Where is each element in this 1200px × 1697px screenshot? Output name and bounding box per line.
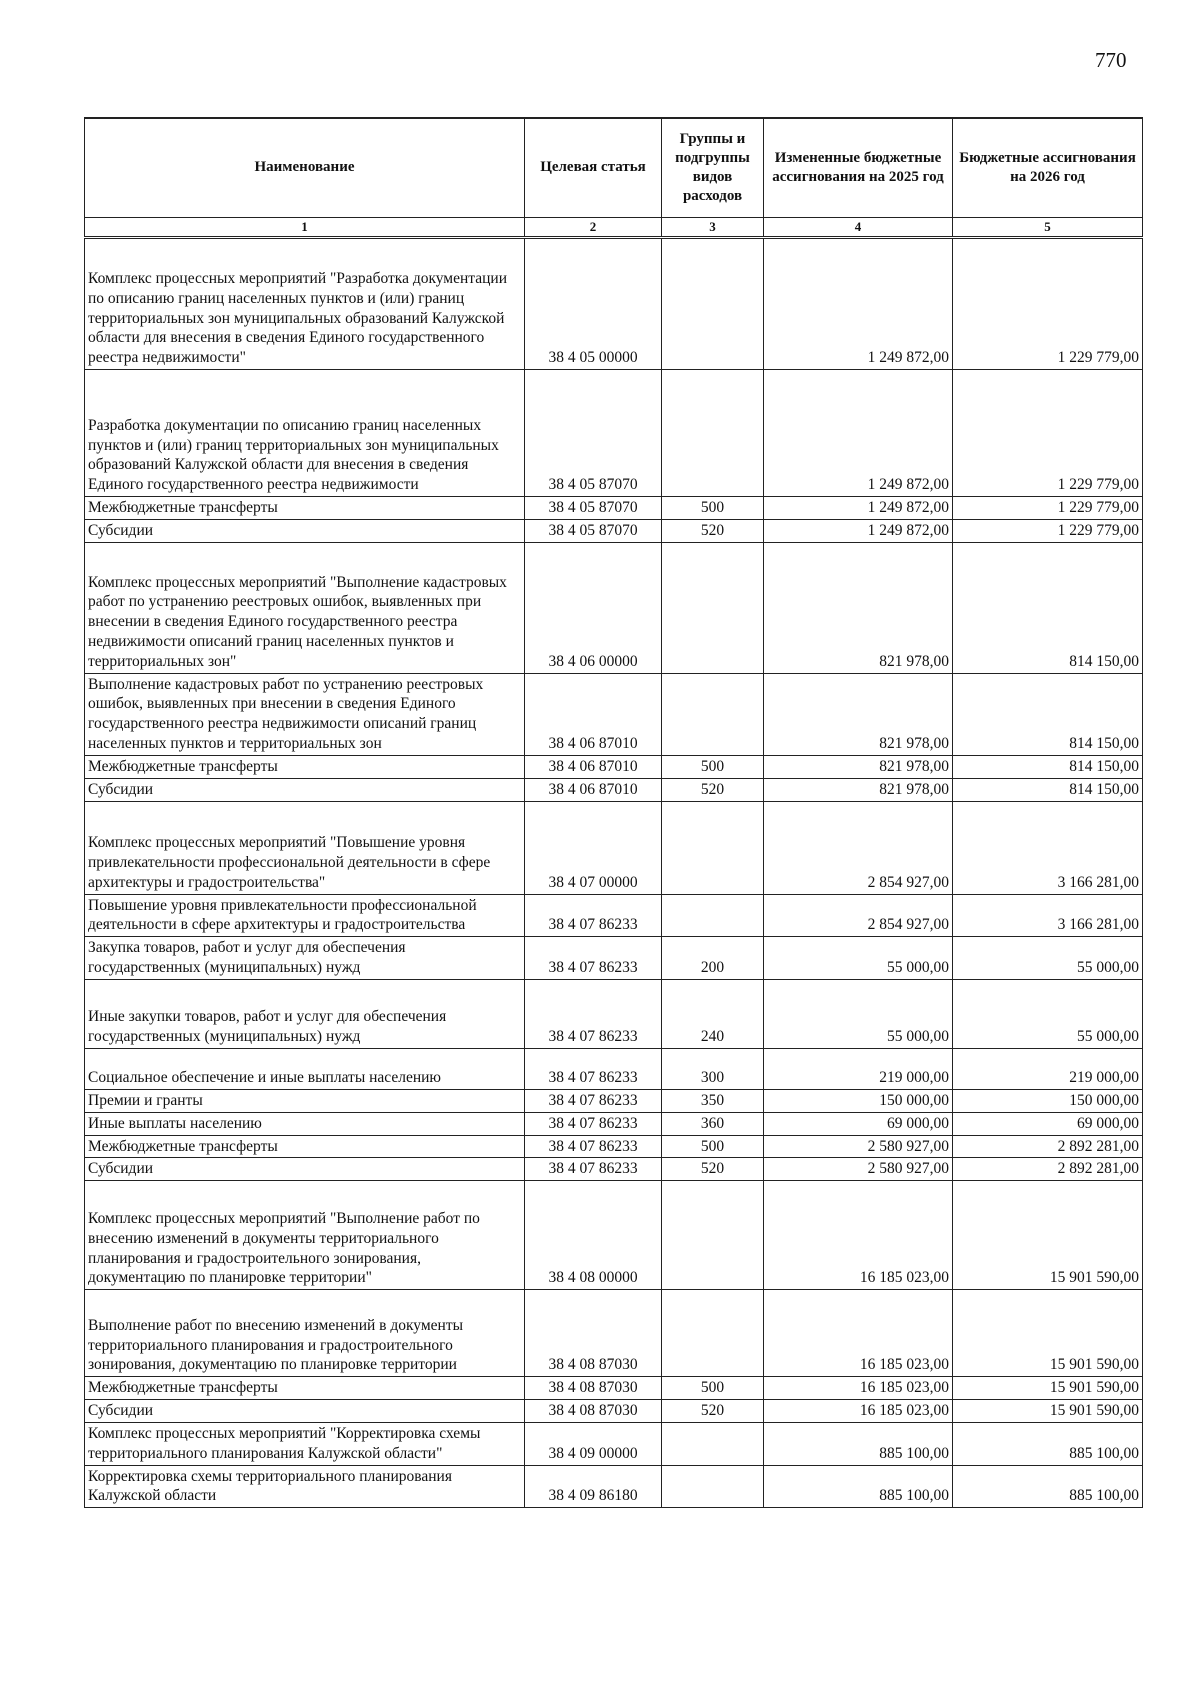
table-row (85, 1400, 1143, 1423)
row-code: 38 4 08 87030 (525, 1400, 662, 1423)
row-group: 500 (662, 497, 764, 520)
row-group: 500 (662, 1377, 764, 1400)
row-name: Межбюджетные трансферты (85, 1377, 525, 1400)
row-amount-2025: 16 185 023,00 (764, 1181, 953, 1290)
table-row (85, 1135, 1143, 1158)
row-group: 520 (662, 1400, 764, 1423)
table-row (85, 755, 1143, 778)
table-row (85, 894, 1143, 937)
table-row (85, 1158, 1143, 1181)
row-code: 38 4 07 86233 (525, 937, 662, 980)
table-row (85, 497, 1143, 520)
col-number-2: 2 (525, 218, 662, 238)
row-code: 38 4 08 00000 (525, 1181, 662, 1290)
row-amount-2025: 1 249 872,00 (764, 238, 953, 370)
row-code: 38 4 06 87010 (525, 755, 662, 778)
row-group: 520 (662, 778, 764, 801)
row-amount-2026: 15 901 590,00 (953, 1400, 1143, 1423)
row-amount-2026: 15 901 590,00 (953, 1377, 1143, 1400)
row-amount-2025: 2 580 927,00 (764, 1135, 953, 1158)
row-name: Повышение уровня привлекательности профессиональной деятельности в сфере архитектуры и градостроительства (85, 894, 525, 937)
row-name: Комплекс процессных мероприятий "Корректировка схемы территориального планирования Калужской области" (85, 1422, 525, 1465)
row-name: Межбюджетные трансферты (85, 497, 525, 520)
row-code: 38 4 05 00000 (525, 238, 662, 370)
table-row (85, 1089, 1143, 1112)
row-code: 38 4 05 87070 (525, 519, 662, 542)
row-code: 38 4 07 86233 (525, 1135, 662, 1158)
row-name: Разработка документации по описанию границ населенных пунктов и (или) границ территориальных зон муниципальных образований Калужской области для внесения в сведения Единого государственного реестра недвижимости (85, 370, 525, 497)
header-amount-2026: Бюджетные ассигнования на 2026 год (953, 118, 1143, 218)
row-group (662, 673, 764, 755)
row-amount-2026: 1 229 779,00 (953, 370, 1143, 497)
row-amount-2025: 150 000,00 (764, 1089, 953, 1112)
row-amount-2026: 814 150,00 (953, 542, 1143, 673)
row-name: Корректировка схемы территориального планирования Калужской области (85, 1465, 525, 1508)
row-name: Субсидии (85, 519, 525, 542)
row-amount-2026: 1 229 779,00 (953, 497, 1143, 520)
row-name: Выполнение работ по внесению изменений в документы территориального планирования и градостроительного зонирования, документацию по планировке территории (85, 1290, 525, 1377)
table-row (85, 542, 1143, 673)
row-name: Субсидии (85, 778, 525, 801)
row-amount-2026: 1 229 779,00 (953, 519, 1143, 542)
table-row (85, 1465, 1143, 1508)
row-group (662, 1465, 764, 1508)
col-number-3: 3 (662, 218, 764, 238)
row-code: 38 4 07 86233 (525, 1048, 662, 1089)
row-code: 38 4 07 86233 (525, 1112, 662, 1135)
row-group: 240 (662, 979, 764, 1048)
header-name: Наименование (85, 118, 525, 218)
table-row (85, 519, 1143, 542)
row-group (662, 894, 764, 937)
row-name: Комплекс процессных мероприятий "Выполнение кадастровых работ по устранению реестровых ошибок, выявленных при внесении в сведения Единого государственного реестра недвижимости описаний границ населенных пунктов и территориальных зон" (85, 542, 525, 673)
row-amount-2025: 55 000,00 (764, 979, 953, 1048)
row-amount-2026: 150 000,00 (953, 1089, 1143, 1112)
row-amount-2026: 15 901 590,00 (953, 1290, 1143, 1377)
row-amount-2025: 885 100,00 (764, 1465, 953, 1508)
row-name: Субсидии (85, 1400, 525, 1423)
row-amount-2025: 1 249 872,00 (764, 519, 953, 542)
budget-table (84, 117, 1143, 1508)
row-amount-2025: 2 854 927,00 (764, 801, 953, 894)
row-amount-2025: 1 249 872,00 (764, 370, 953, 497)
row-code: 38 4 09 86180 (525, 1465, 662, 1508)
table-row (85, 979, 1143, 1048)
table-row (85, 801, 1143, 894)
row-amount-2026: 814 150,00 (953, 755, 1143, 778)
table-row (85, 370, 1143, 497)
table-row (85, 937, 1143, 980)
row-name: Комплекс процессных мероприятий "Разработка документации по описанию границ населенных пунктов и (или) границ территориальных зон муниципальных образований Калужской области для внесения в сведения Единого государственного реестра недвижимости" (85, 238, 525, 370)
row-amount-2025: 821 978,00 (764, 778, 953, 801)
row-code: 38 4 08 87030 (525, 1290, 662, 1377)
row-code: 38 4 08 87030 (525, 1377, 662, 1400)
row-amount-2025: 2 854 927,00 (764, 894, 953, 937)
row-amount-2026: 814 150,00 (953, 778, 1143, 801)
row-amount-2025: 885 100,00 (764, 1422, 953, 1465)
table-row (85, 673, 1143, 755)
row-amount-2025: 16 185 023,00 (764, 1290, 953, 1377)
row-group: 520 (662, 1158, 764, 1181)
row-amount-2025: 69 000,00 (764, 1112, 953, 1135)
row-name: Межбюджетные трансферты (85, 1135, 525, 1158)
row-name: Субсидии (85, 1158, 525, 1181)
row-name: Выполнение кадастровых работ по устранению реестровых ошибок, выявленных при внесении в сведения Единого государственного реестра недвижимости описаний границ населенных пунктов и территориальных зон (85, 673, 525, 755)
row-code: 38 4 05 87070 (525, 497, 662, 520)
table-row (85, 238, 1143, 370)
col-number-4: 4 (764, 218, 953, 238)
row-amount-2025: 16 185 023,00 (764, 1377, 953, 1400)
table-row (85, 1290, 1143, 1377)
table-row (85, 1048, 1143, 1089)
row-code: 38 4 07 86233 (525, 894, 662, 937)
row-amount-2026: 219 000,00 (953, 1048, 1143, 1089)
table-row (85, 1181, 1143, 1290)
row-name: Иные выплаты населению (85, 1112, 525, 1135)
row-amount-2026: 885 100,00 (953, 1465, 1143, 1508)
row-amount-2025: 55 000,00 (764, 937, 953, 980)
row-name: Иные закупки товаров, работ и услуг для обеспечения государственных (муниципальных) нужд (85, 979, 525, 1048)
row-amount-2026: 15 901 590,00 (953, 1181, 1143, 1290)
row-name: Межбюджетные трансферты (85, 755, 525, 778)
row-code: 38 4 05 87070 (525, 370, 662, 497)
row-amount-2026: 2 892 281,00 (953, 1158, 1143, 1181)
row-amount-2026: 3 166 281,00 (953, 894, 1143, 937)
row-amount-2026: 814 150,00 (953, 673, 1143, 755)
row-group: 360 (662, 1112, 764, 1135)
row-name: Комплекс процессных мероприятий "Выполнение работ по внесению изменений в документы территориального планирования и градостроительного зонирования, документацию по планировке территории" (85, 1181, 525, 1290)
row-group: 520 (662, 519, 764, 542)
row-code: 38 4 07 86233 (525, 1089, 662, 1112)
row-code: 38 4 06 87010 (525, 778, 662, 801)
header-code: Целевая статья (525, 118, 662, 218)
row-amount-2026: 55 000,00 (953, 979, 1143, 1048)
col-number-5: 5 (953, 218, 1143, 238)
row-name: Премии и гранты (85, 1089, 525, 1112)
row-code: 38 4 07 86233 (525, 979, 662, 1048)
row-name: Комплекс процессных мероприятий "Повышение уровня привлекательности профессиональной деятельности в сфере архитектуры и градостроительства" (85, 801, 525, 894)
row-code: 38 4 06 00000 (525, 542, 662, 673)
table-row (85, 778, 1143, 801)
row-group: 500 (662, 1135, 764, 1158)
row-code: 38 4 07 86233 (525, 1158, 662, 1181)
row-amount-2026: 1 229 779,00 (953, 238, 1143, 370)
row-amount-2025: 1 249 872,00 (764, 497, 953, 520)
row-code: 38 4 06 87010 (525, 673, 662, 755)
row-group (662, 1422, 764, 1465)
row-code: 38 4 09 00000 (525, 1422, 662, 1465)
row-amount-2025: 2 580 927,00 (764, 1158, 953, 1181)
table-row (85, 1422, 1143, 1465)
row-amount-2026: 3 166 281,00 (953, 801, 1143, 894)
row-group: 200 (662, 937, 764, 980)
row-group: 500 (662, 755, 764, 778)
row-group (662, 370, 764, 497)
row-amount-2026: 885 100,00 (953, 1422, 1143, 1465)
row-amount-2026: 2 892 281,00 (953, 1135, 1143, 1158)
header-group: Группы и подгруппы видов расходов (662, 118, 764, 218)
header-amount-2025: Измененные бюджетные ассигнования на 2025 год (764, 118, 953, 218)
row-amount-2025: 821 978,00 (764, 755, 953, 778)
row-amount-2025: 219 000,00 (764, 1048, 953, 1089)
row-group (662, 1181, 764, 1290)
col-number-1: 1 (85, 218, 525, 238)
row-group (662, 1290, 764, 1377)
table-row (85, 1377, 1143, 1400)
row-amount-2026: 55 000,00 (953, 937, 1143, 980)
row-group: 300 (662, 1048, 764, 1089)
row-group: 350 (662, 1089, 764, 1112)
row-amount-2025: 821 978,00 (764, 542, 953, 673)
row-name: Социальное обеспечение и иные выплаты населению (85, 1048, 525, 1089)
page-number: 770 (1095, 48, 1127, 72)
table-row (85, 1112, 1143, 1135)
row-name: Закупка товаров, работ и услуг для обеспечения государственных (муниципальных) нужд (85, 937, 525, 980)
row-group (662, 801, 764, 894)
row-group (662, 542, 764, 673)
row-amount-2025: 16 185 023,00 (764, 1400, 953, 1423)
row-amount-2025: 821 978,00 (764, 673, 953, 755)
row-amount-2026: 69 000,00 (953, 1112, 1143, 1135)
row-group (662, 238, 764, 370)
row-code: 38 4 07 00000 (525, 801, 662, 894)
